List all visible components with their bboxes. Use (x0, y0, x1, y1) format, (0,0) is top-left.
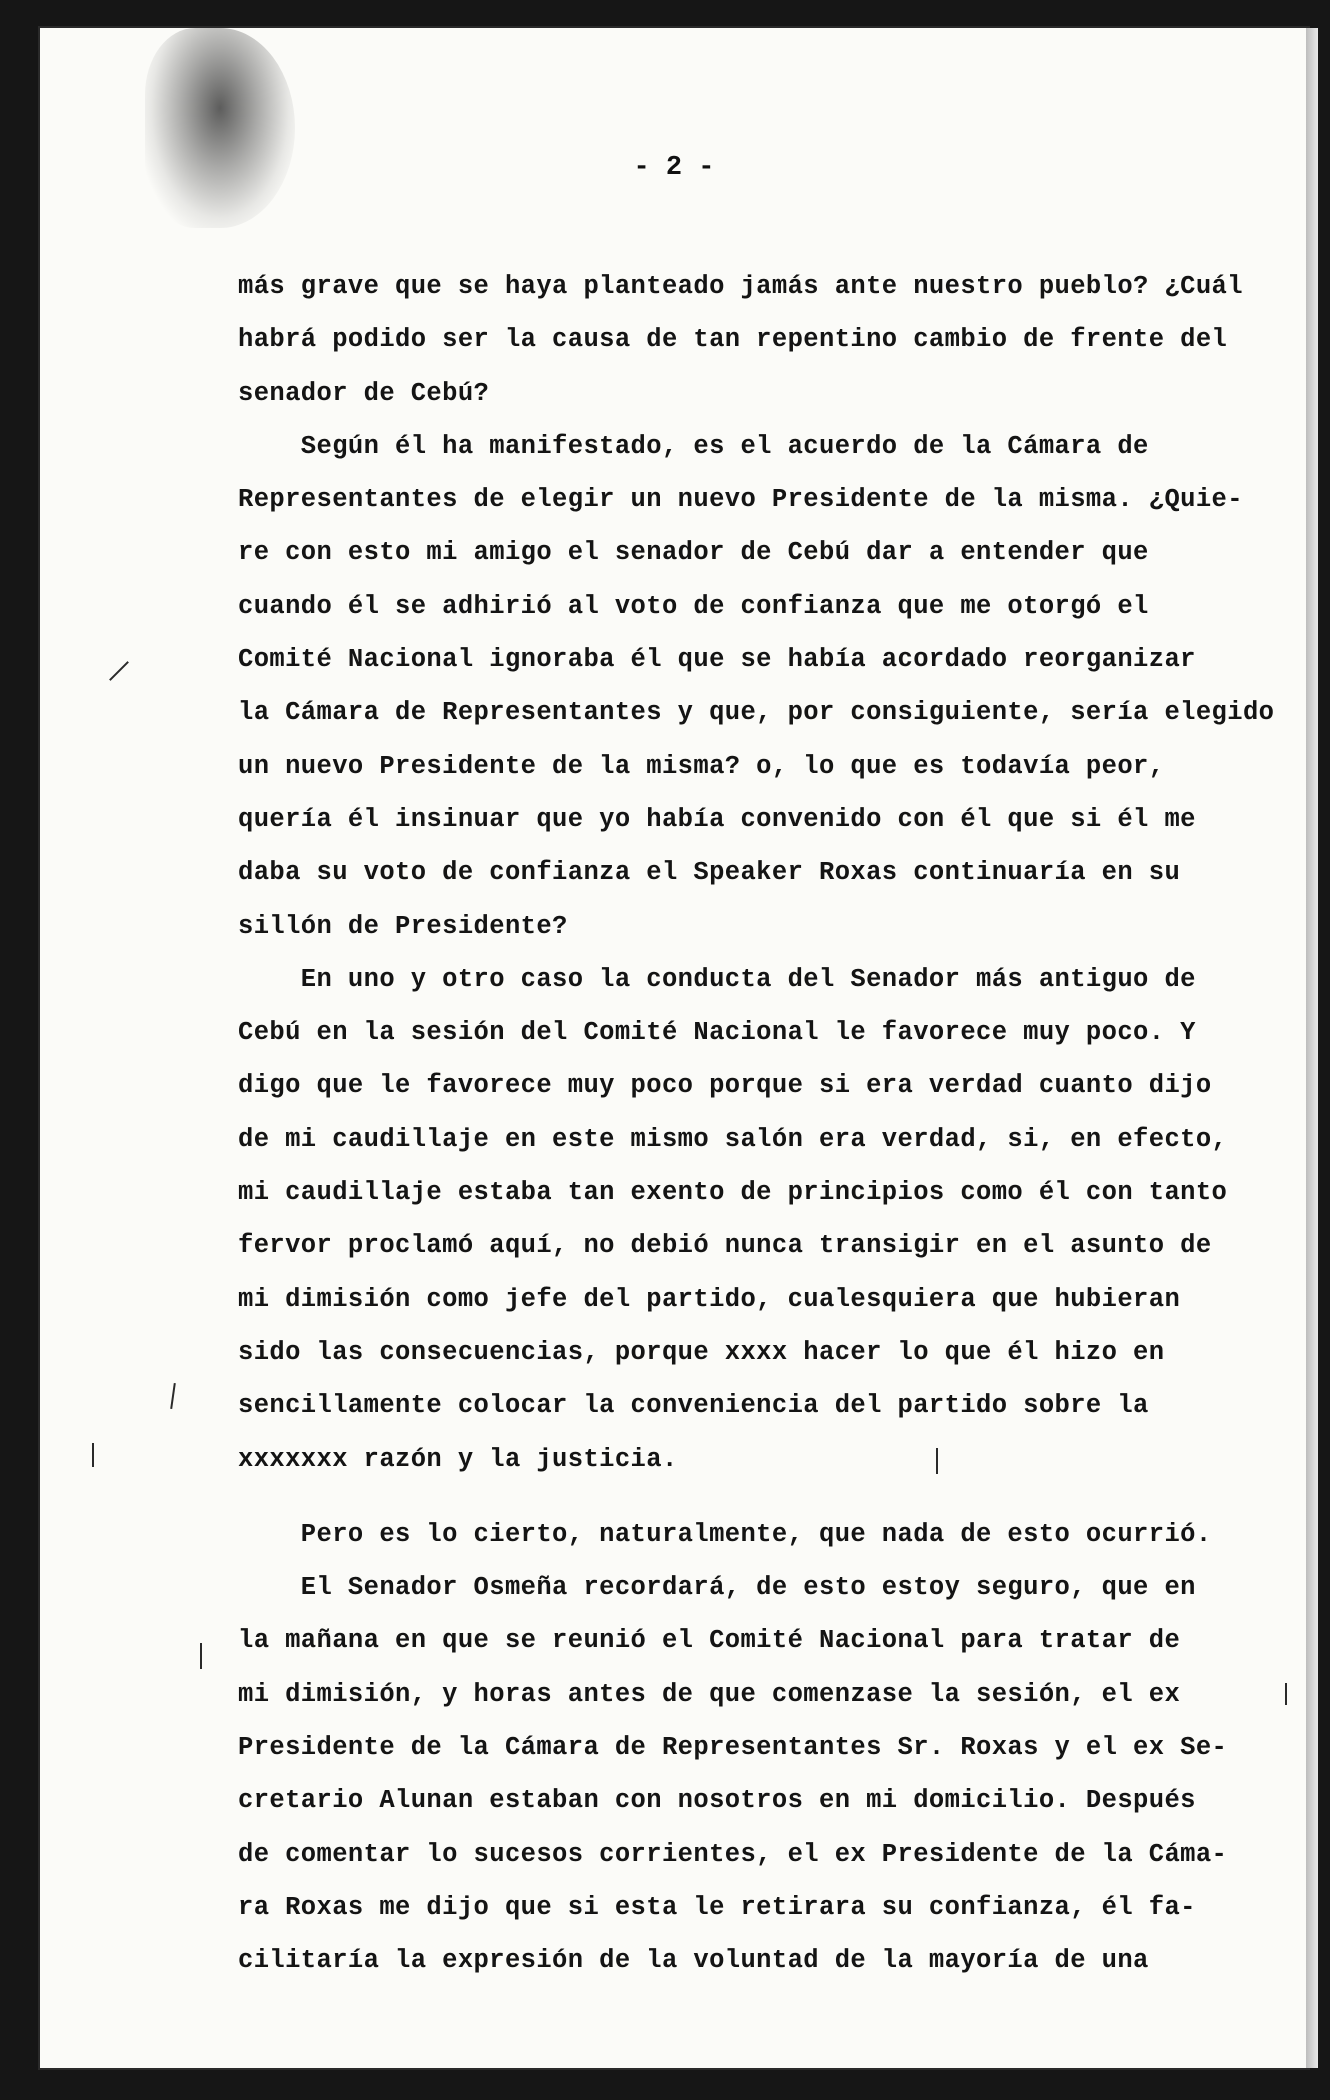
pencil-mark (936, 1448, 938, 1474)
text-line: digo que le favorece muy poco porque si era verdad cuanto dijo (238, 1071, 1212, 1101)
text-line: quería él insinuar que yo había convenido con él que si él me (238, 804, 1196, 834)
pencil-mark (1285, 1683, 1287, 1705)
text-line: más grave que se haya planteado jamás ante nuestro pueblo? ¿Cuál (238, 272, 1243, 301)
text-line: cretario Alunan estaban con nosotros en mi domicilio. Después (238, 1786, 1196, 1816)
text-line: Según él ha manifestado, es el acuerdo de la Cámara de (238, 431, 1149, 461)
pencil-mark (109, 661, 129, 681)
page-number: - 2 - (633, 153, 715, 183)
text-line: un nuevo Presidente de la misma? o, lo que es todavía peor, (238, 751, 1165, 781)
document-body (238, 260, 1288, 1988)
ink-smudge (145, 28, 295, 228)
pencil-mark (92, 1443, 94, 1467)
text-line: ra Roxas me dijo que si esta le retirara su confianza, él fa- (238, 1892, 1196, 1922)
text-line: xxxxxxx razón y la justicia. (238, 1444, 678, 1474)
text-line: daba su voto de confianza el Speaker Roxas continuaría en su (238, 858, 1181, 888)
paragraph-gap (238, 1486, 1288, 1508)
text-line: Comité Nacional ignoraba él que se había acordado reorganizar (238, 645, 1196, 675)
text-line: habrá podido ser la causa de tan repentino cambio de frente del (238, 325, 1228, 355)
text-line: la mañana en que se reunió el Comité Nacional para tratar de (238, 1626, 1181, 1656)
text-line: mi caudillaje estaba tan exento de principios como él con tanto (238, 1178, 1228, 1208)
text-line: la Cámara de Representantes y que, por consiguiente, sería elegido (238, 698, 1275, 728)
pencil-mark (170, 1383, 176, 1409)
text-line: sillón de Presidente? (238, 911, 568, 941)
text-line: cilitaría la expresión de la voluntad de la mayoría de una (238, 1946, 1149, 1976)
text-line: Pero es lo cierto, naturalmente, que nada de esto ocurrió. (238, 1519, 1212, 1549)
text-line: de comentar lo sucesos corrientes, el ex Presidente de la Cáma- (238, 1839, 1228, 1869)
text-line: cuando él se adhirió al voto de confianza que me otorgó el (238, 591, 1149, 621)
text-line: Representantes de elegir un nuevo Presidente de la misma. ¿Quie- (238, 485, 1243, 515)
text-line: senador de Cebú? (238, 378, 490, 408)
text-line: Presidente de la Cámara de Representantes Sr. Roxas y el ex Se- (238, 1733, 1228, 1763)
text-line: sencillamente colocar la conveniencia del partido sobre la (238, 1391, 1149, 1421)
pencil-mark (200, 1643, 202, 1669)
text-line: mi dimisión como jefe del partido, cualesquiera que hubieran (238, 1284, 1181, 1314)
text-line: En uno y otro caso la conducta del Senador más antiguo de (238, 964, 1196, 994)
text-line: re con esto mi amigo el senador de Cebú dar a entender que (238, 538, 1149, 568)
page-edge (1306, 28, 1318, 2068)
document-page (40, 28, 1308, 2068)
text-line: sido las consecuencias, porque xxxx hacer lo que él hizo en (238, 1337, 1165, 1367)
text-line: fervor proclamó aquí, no debió nunca transigir en el asunto de (238, 1231, 1212, 1261)
text-line: mi dimisión, y horas antes de que comenzase la sesión, el ex (238, 1679, 1181, 1709)
text-line: de mi caudillaje en este mismo salón era verdad, si, en efecto, (238, 1124, 1228, 1154)
text-line: El Senador Osmeña recordará, de esto estoy seguro, que en (238, 1573, 1196, 1603)
text-line: Cebú en la sesión del Comité Nacional le favorece muy poco. Y (238, 1018, 1196, 1048)
